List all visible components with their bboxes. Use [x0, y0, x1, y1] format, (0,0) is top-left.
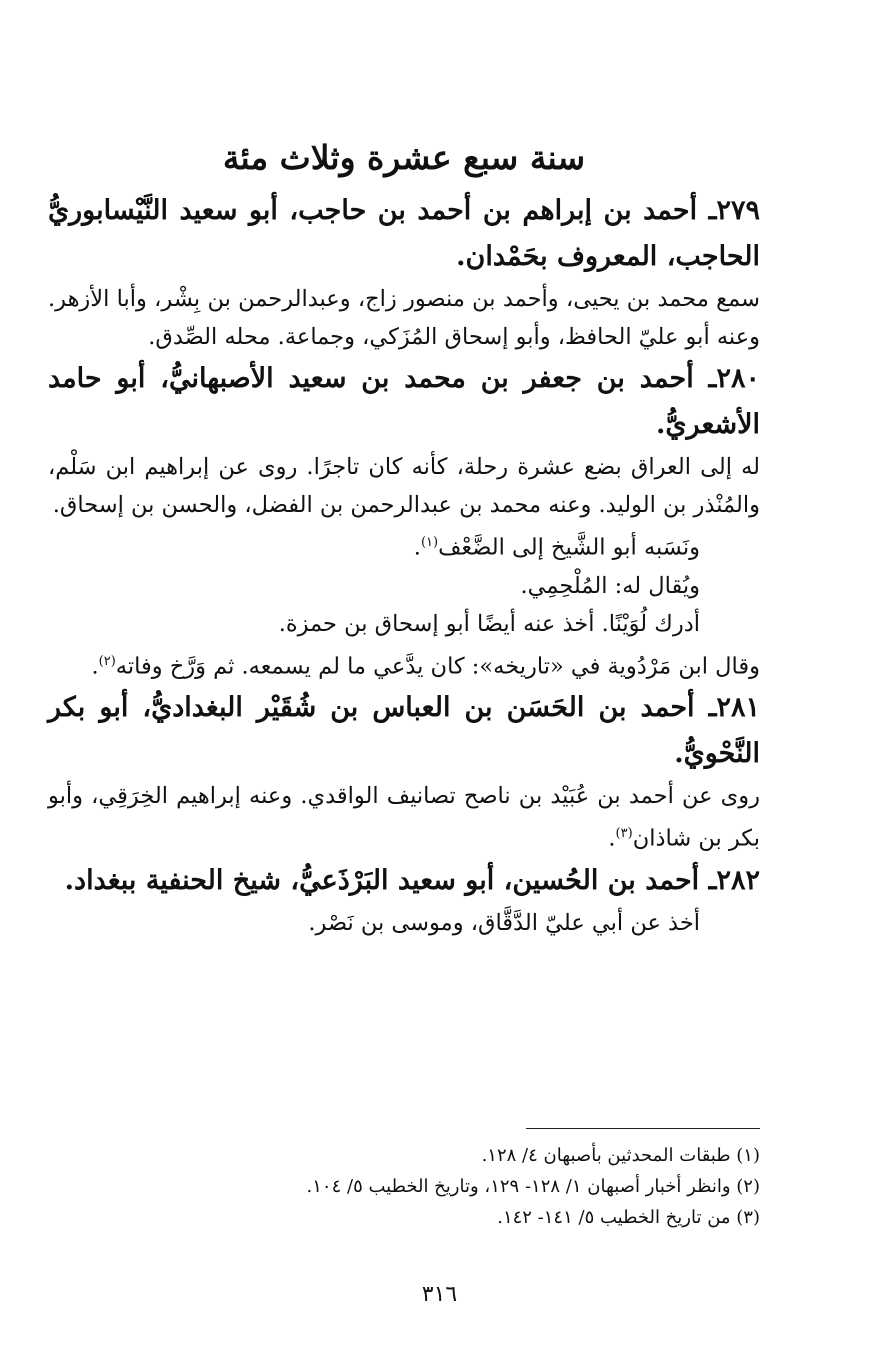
footnote-divider: [526, 1128, 760, 1129]
footnote-ref: (٣): [615, 826, 633, 841]
entry-heading: ٢٨١ـ أحمد بن الحَسَن بن العباس بن شُقَيْر البغداديُّ، أبو بكر النَّحْويُّ.: [48, 692, 760, 769]
footnote-ref: (١): [420, 535, 439, 550]
entry-line: أخذ عن أبي عليّ الدَّقَّاق، وموسى بن نَصْر.: [308, 909, 700, 936]
entry-line: أدرك لُوَيْنًا. أخذ عنه أيضًا أبو إسحاق بن حمزة.: [278, 610, 700, 637]
entry-paragraph: له إلى العراق بضع عشرة رحلة، كأنه كان تاجرًا. روى عن إبراهيم ابن سَلْم، والمُنْذر بن الوليد. وعنه محمد بن عبدالرحمن بن الفضل، والحسن بن إسحاق.: [48, 454, 760, 518]
entry-line-text: ونَسَبه أبو الشَّيخ إلى الضَّعْف: [438, 534, 700, 561]
entry-line: ويُقال له: المُلْحِمِي.: [520, 572, 700, 599]
entry-heading: ٢٧٩ـ أحمد بن إبراهم بن أحمد بن حاجب، أبو سعيد النَّيْسابوريُّ الحاجب، المعروف بحَمْدان.: [48, 195, 760, 272]
entry-line: [48, 524, 760, 567]
chapter-title: سنة سبع عشرة وثلاث مئة: [222, 138, 586, 177]
entry-heading: ٢٨٢ـ أحمد بن الحُسين، أبو سعيد البَرْذَعيُّ، شيخ الحنفية ببغداد.: [64, 864, 760, 896]
footnote: (١) طبقات المحدثين بأصبهان ٤/ ١٢٨.: [481, 1145, 760, 1166]
entry-paragraph-text: روى عن أحمد بن عُبَيْد بن ناصح تصانيف الواقدي. وعنه إبراهيم الخِرَقِي، وأبو بكر بن شاذان: [48, 783, 760, 852]
footnote: (٣) من تاريخ الخطيب ٥/ ١٤١- ١٤٢.: [497, 1207, 760, 1228]
page-number: ٣١٦: [421, 1282, 458, 1307]
entry-paragraph-end: .: [91, 653, 99, 679]
page-body: [48, 130, 760, 942]
entry-paragraph: سمع محمد بن يحيى، وأحمد بن منصور زاج، وعبدالرحمن بن بِشْر، وأبا الأزهر. وعنه أبو عليّ الحافظ، وأبو إسحاق المُزَكي، وجماعة. محله الصِّدق.: [48, 286, 760, 350]
entry-paragraph: [48, 643, 760, 686]
entry-paragraph: [48, 777, 760, 858]
entry-paragraph-text: وقال ابن مَرْدُوية في «تاريخه»: كان يدَّعي ما لم يسمعه. ثم وَرَّخ وفاته: [115, 653, 760, 679]
entry-paragraph-end: .: [608, 825, 616, 852]
footnotes: [200, 1140, 760, 1233]
entry-heading: ٢٨٠ـ أحمد بن جعفر بن محمد بن سعيد الأصبهانيُّ، أبو حامد الأشعريُّ.: [48, 363, 760, 440]
footnote: (٢) وانظر أخبار أصبهان ١/ ١٢٨- ١٢٩، وتاريخ الخطيب ٥/ ١٠٤.: [306, 1176, 760, 1197]
footnote-ref: (٢): [98, 653, 116, 669]
entry-line-end: .: [413, 534, 421, 561]
